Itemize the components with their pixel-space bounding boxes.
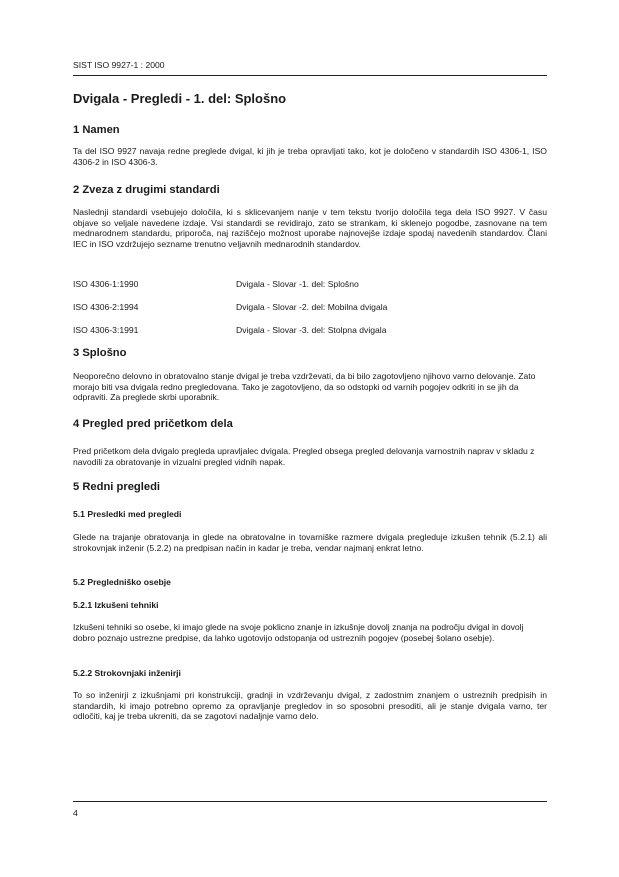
- section-2-heading: 2 Zveza z drugimi standardi: [73, 184, 220, 196]
- ref-title-2: Dvigala - Slovar -2. del: Mobilna dvigala: [236, 302, 388, 312]
- ref-title-1: Dvigala - Slovar -1. del: Splošno: [236, 279, 359, 289]
- section-4-text: Pred pričetkom dela dvigalo pregleda upravljalec dvigala. Pregled obsega pregled delovanja varnostnih naprav v skladu z navodili za obratovanje in vizualni pregled vidnih napak.: [73, 446, 535, 467]
- document-id-header: SIST ISO 9927-1 : 2000: [73, 60, 165, 70]
- ref-code-3: ISO 4306-3:1991: [73, 325, 139, 335]
- header-divider: [73, 75, 547, 76]
- ref-code-2: ISO 4306-2:1994: [73, 302, 139, 312]
- footer-divider: [73, 801, 547, 802]
- page-number: 4: [73, 808, 78, 818]
- ref-code-1: ISO 4306-1:1990: [73, 279, 139, 289]
- section-3-heading: 3 Splošno: [73, 347, 127, 359]
- section-5-heading: 5 Redni pregledi: [73, 481, 161, 493]
- section-1-text: Ta del ISO 9927 navaja redne preglede dvigal, ki jih je treba opravljati tako, kot je določeno v standardih ISO 4306-1, ISO 4306-2 in ISO 4306-3.: [73, 146, 547, 167]
- section-5-2-2-text: To so inženirji z izkušnjami pri konstrukciji, gradnji in vzdrževanju dvigal, z zadostnim znanjem o ustreznih predpisih in standardih, ki imajo potrebno opremo za opravljanje pregledov in so sposobni presoditi, ali je stanje dvigala varno, ter odločiti, kaj je treba ukreniti, da se zagotovi nadaljnje varno delo.: [73, 690, 547, 722]
- section-5-2-1-heading: 5.2.1 Izkušeni tehniki: [73, 600, 159, 610]
- page-title: Dvigala - Pregledi - 1. del: Splošno: [73, 91, 287, 106]
- section-4-heading: 4 Pregled pred pričetkom dela: [73, 418, 233, 430]
- section-5-1-heading: 5.1 Presledki med pregledi: [73, 509, 182, 519]
- section-3-text: Neoporečno delovno in obratovalno stanje dvigal je treba vzdrževati, da bi bilo zagotovljeno njihovo varno delovanje. Zato morajo biti vsa dvigala redno pregledovana. Tako je zagotovljeno, da so odstopki od varnih pogojev odkriti in se jih da odpraviti. Za preglede skrbi uporabnik.: [73, 371, 536, 403]
- section-5-2-2-heading: 5.2.2 Strokovnjaki inženirji: [73, 668, 181, 678]
- ref-title-3: Dvigala - Slovar -3. del: Stolpna dvigala: [236, 325, 387, 335]
- section-2-text: Naslednji standardi vsebujejo določila, ki s sklicevanjem nanje v tem tekstu tvorijo določila tega dela ISO 9927. V času objave so veljale navedene izdaje. Vsi standardi se revidirajo, zato se strankam, ki sklenejo pogodbe, zasnovane na tem mednarodnem standardu, priporoča, naj raziščejo možnost uporabe najnovejše izdaje spodaj navedenih standardov. Člani IEC in ISO vzdržujejo sezname trenutno veljavnih mednarodnih standardov.: [73, 207, 547, 249]
- section-5-2-1-text: Izkušeni tehniki so osebe, ki imajo glede na svoje poklicno znanje in izkušnje dovolj znanja na področju dvigal in dovolj dobro poznajo ustrezne predpise, da lahko ugotovijo odstopanja od ustreznih pogojev (posebej šolano osebje).: [73, 622, 524, 643]
- section-5-2-heading: 5.2 Pregledniško osebje: [73, 577, 171, 587]
- section-1-heading: 1 Namen: [73, 124, 120, 136]
- section-5-1-text: Glede na trajanje obratovanja in glede na obratovalne in tovarniške razmere dvigala pregleduje izkušen tehnik (5.2.1) ali strokovnjak inženir (5.2.2) na predpisan način in kadar je treba, vendar najmanj enkrat letno.: [73, 532, 547, 553]
